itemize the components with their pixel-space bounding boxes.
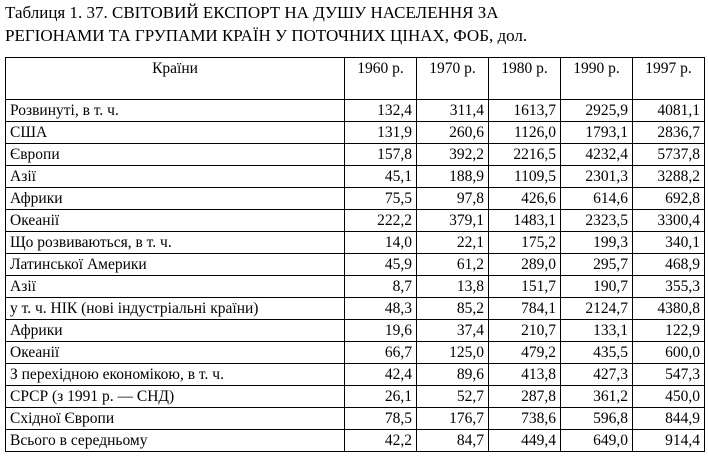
table-row — [6, 364, 705, 386]
header-year-1960: 1960 р. — [345, 58, 417, 100]
row-value-cell: 479,2 — [489, 342, 561, 364]
row-value-cell: 2301,3 — [561, 166, 633, 188]
row-value-cell: 52,7 — [417, 386, 489, 408]
row-value-cell: 210,7 — [489, 320, 561, 342]
table-row — [6, 166, 705, 188]
row-value-cell: 22,1 — [417, 232, 489, 254]
table-row — [6, 276, 705, 298]
row-value-cell: 2323,5 — [561, 210, 633, 232]
row-value-cell: 289,0 — [489, 254, 561, 276]
row-value-cell: 547,3 — [633, 364, 705, 386]
row-value-cell: 157,8 — [345, 144, 417, 166]
row-value-cell: 427,3 — [561, 364, 633, 386]
row-value-cell: 188,9 — [417, 166, 489, 188]
header-row — [6, 58, 705, 100]
row-value-cell: 13,8 — [417, 276, 489, 298]
table-header — [6, 58, 705, 100]
row-region-name: Африки — [6, 188, 345, 210]
row-region-name: у т. ч. НІК (нові індустріальні країни) — [6, 298, 345, 320]
header-year-1970: 1970 р. — [417, 58, 489, 100]
row-value-cell: 844,9 — [633, 408, 705, 430]
table-row — [6, 122, 705, 144]
row-value-cell: 784,1 — [489, 298, 561, 320]
row-value-cell: 8,7 — [345, 276, 417, 298]
row-value-cell: 122,9 — [633, 320, 705, 342]
row-value-cell: 133,1 — [561, 320, 633, 342]
row-value-cell: 2925,9 — [561, 100, 633, 122]
row-value-cell: 4081,1 — [633, 100, 705, 122]
row-value-cell: 78,5 — [345, 408, 417, 430]
row-value-cell: 131,9 — [345, 122, 417, 144]
row-region-name: США — [6, 122, 345, 144]
row-value-cell: 738,6 — [489, 408, 561, 430]
table-caption-line-2: РЕГІОНАМИ ТА ГРУПАМИ КРАЇН У ПОТОЧНИХ ЦІНАХ, ФОБ, дол. — [5, 26, 528, 45]
row-value-cell: 1613,7 — [489, 100, 561, 122]
row-value-cell: 5737,8 — [633, 144, 705, 166]
table-row — [6, 188, 705, 210]
header-year-1997: 1997 р. — [633, 58, 705, 100]
row-value-cell: 2124,7 — [561, 298, 633, 320]
row-value-cell: 125,0 — [417, 342, 489, 364]
row-region-name: Європи — [6, 144, 345, 166]
row-value-cell: 413,8 — [489, 364, 561, 386]
row-value-cell: 379,1 — [417, 210, 489, 232]
row-value-cell: 45,1 — [345, 166, 417, 188]
row-value-cell: 3300,4 — [633, 210, 705, 232]
row-value-cell: 260,6 — [417, 122, 489, 144]
row-value-cell: 361,2 — [561, 386, 633, 408]
row-value-cell: 3288,2 — [633, 166, 705, 188]
row-region-name: Східної Європи — [6, 408, 345, 430]
row-region-name: Латинської Америки — [6, 254, 345, 276]
row-region-name: Африки — [6, 320, 345, 342]
row-region-name: Що розвиваються, в т. ч. — [6, 232, 345, 254]
row-value-cell: 435,5 — [561, 342, 633, 364]
row-value-cell: 66,7 — [345, 342, 417, 364]
row-value-cell: 468,9 — [633, 254, 705, 276]
row-value-cell: 392,2 — [417, 144, 489, 166]
row-value-cell: 914,4 — [633, 430, 705, 452]
row-value-cell: 600,0 — [633, 342, 705, 364]
row-value-cell: 1793,1 — [561, 122, 633, 144]
table-row — [6, 144, 705, 166]
header-year-1990: 1990 р. — [561, 58, 633, 100]
row-value-cell: 355,3 — [633, 276, 705, 298]
row-value-cell: 45,9 — [345, 254, 417, 276]
table-row — [6, 210, 705, 232]
table-row — [6, 232, 705, 254]
row-region-name: СРСР (з 1991 р. — СНД) — [6, 386, 345, 408]
row-value-cell: 176,7 — [417, 408, 489, 430]
row-value-cell: 1126,0 — [489, 122, 561, 144]
row-value-cell: 48,3 — [345, 298, 417, 320]
row-value-cell: 1109,5 — [489, 166, 561, 188]
row-value-cell: 89,6 — [417, 364, 489, 386]
row-value-cell: 449,4 — [489, 430, 561, 452]
table-row — [6, 342, 705, 364]
row-region-name: Азії — [6, 276, 345, 298]
table-row — [6, 386, 705, 408]
row-value-cell: 61,2 — [417, 254, 489, 276]
row-value-cell: 1483,1 — [489, 210, 561, 232]
row-value-cell: 26,1 — [345, 386, 417, 408]
row-value-cell: 151,7 — [489, 276, 561, 298]
table-row — [6, 100, 705, 122]
table-row — [6, 408, 705, 430]
row-value-cell: 42,2 — [345, 430, 417, 452]
row-value-cell: 75,5 — [345, 188, 417, 210]
export-per-capita-table — [5, 57, 705, 452]
row-value-cell: 175,2 — [489, 232, 561, 254]
row-value-cell: 649,0 — [561, 430, 633, 452]
table-caption-line-1: Таблиця 1. 37. СВІТОВИЙ ЕКСПОРТ НА ДУШУ НАСЕЛЕННЯ ЗА — [5, 3, 499, 22]
table-row — [6, 254, 705, 276]
row-value-cell: 287,8 — [489, 386, 561, 408]
row-value-cell: 19,6 — [345, 320, 417, 342]
table-row — [6, 320, 705, 342]
row-value-cell: 692,8 — [633, 188, 705, 210]
row-value-cell: 4232,4 — [561, 144, 633, 166]
row-value-cell: 199,3 — [561, 232, 633, 254]
row-value-cell: 2216,5 — [489, 144, 561, 166]
row-value-cell: 295,7 — [561, 254, 633, 276]
row-region-name: Розвинуті, в т. ч. — [6, 100, 345, 122]
row-value-cell: 311,4 — [417, 100, 489, 122]
table-row — [6, 298, 705, 320]
table-caption — [5, 1, 705, 47]
table-body — [6, 100, 705, 452]
row-value-cell: 85,2 — [417, 298, 489, 320]
row-value-cell: 37,4 — [417, 320, 489, 342]
row-value-cell: 222,2 — [345, 210, 417, 232]
row-region-name: Всього в середньому — [6, 430, 345, 452]
row-value-cell: 42,4 — [345, 364, 417, 386]
row-value-cell: 596,8 — [561, 408, 633, 430]
row-value-cell: 4380,8 — [633, 298, 705, 320]
row-value-cell: 84,7 — [417, 430, 489, 452]
header-year-1980: 1980 р. — [489, 58, 561, 100]
row-region-name: З перехідною економікою, в т. ч. — [6, 364, 345, 386]
row-value-cell: 450,0 — [633, 386, 705, 408]
row-value-cell: 426,6 — [489, 188, 561, 210]
table-row — [6, 430, 705, 452]
row-region-name: Океанії — [6, 210, 345, 232]
row-value-cell: 2836,7 — [633, 122, 705, 144]
row-value-cell: 14,0 — [345, 232, 417, 254]
row-region-name: Азії — [6, 166, 345, 188]
row-value-cell: 132,4 — [345, 100, 417, 122]
header-countries: Країни — [6, 58, 345, 100]
row-value-cell: 190,7 — [561, 276, 633, 298]
row-region-name: Океанії — [6, 342, 345, 364]
row-value-cell: 340,1 — [633, 232, 705, 254]
row-value-cell: 97,8 — [417, 188, 489, 210]
row-value-cell: 614,6 — [561, 188, 633, 210]
